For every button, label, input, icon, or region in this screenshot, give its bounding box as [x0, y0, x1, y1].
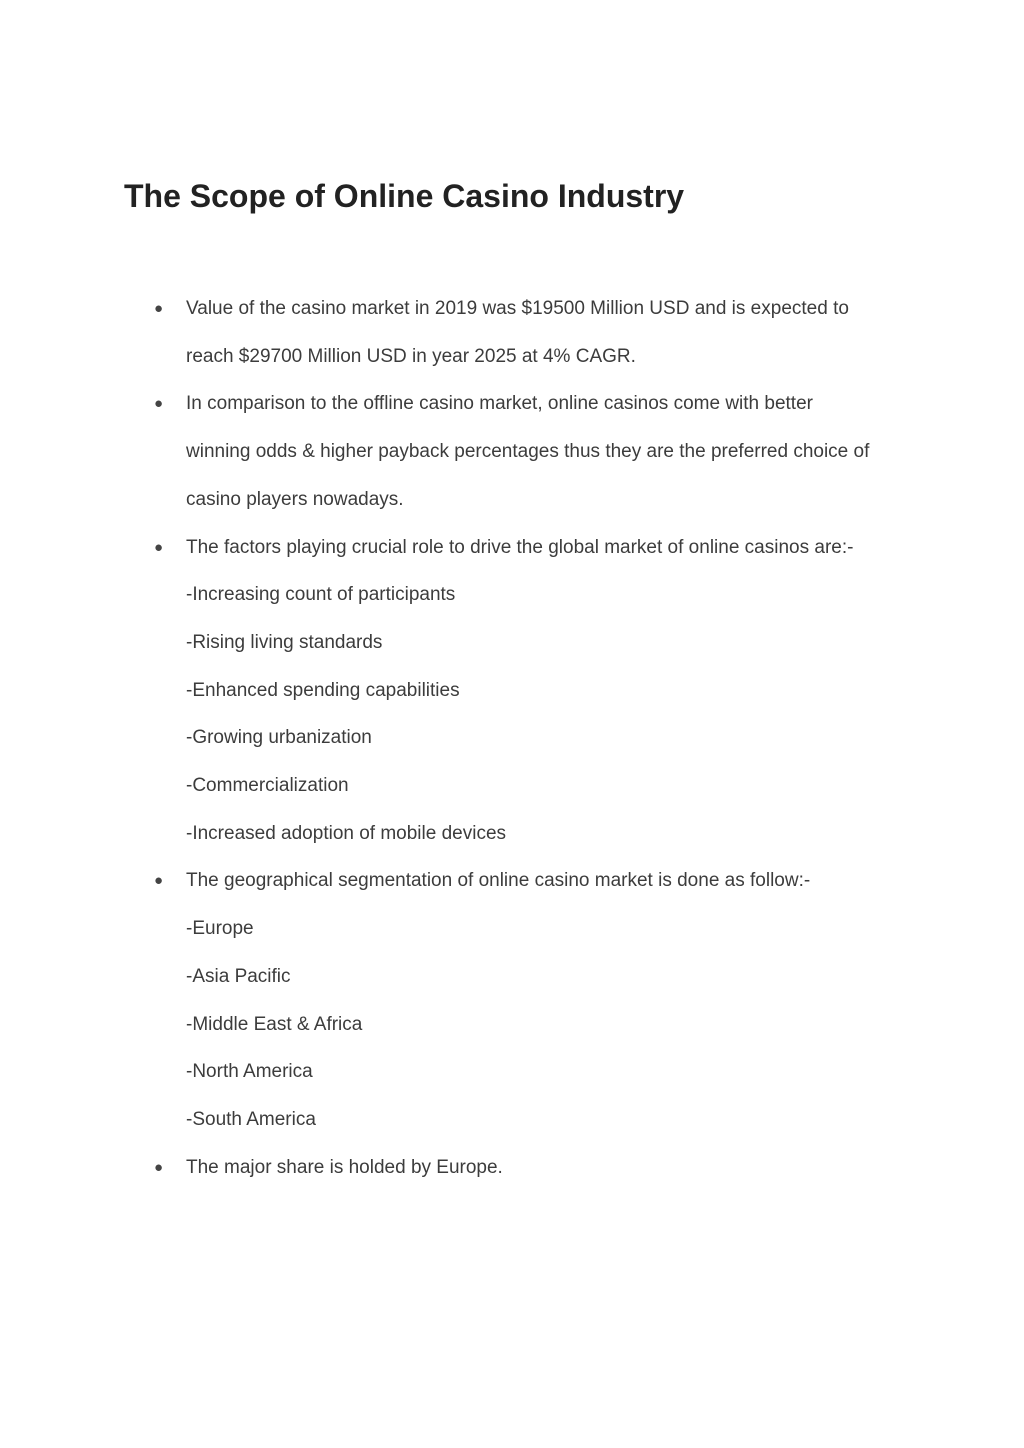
bullet-text: Value of the casino market in 2019 was $19500 Million USD and is expected to	[186, 298, 849, 319]
bullet-list	[0, 285, 1024, 1191]
bullet-text-line: -Asia Pacific	[186, 965, 291, 987]
bullet-text-line: -Enhanced spending capabilities	[186, 679, 460, 701]
bullet-text-line: -North America	[186, 1061, 313, 1083]
bullet-dot-icon: ●	[154, 395, 164, 413]
list-item	[0, 285, 916, 380]
list-item	[0, 524, 916, 858]
bullet-text-line: -South America	[186, 1108, 316, 1130]
bullet-text-line: -Increased adoption of mobile devices	[186, 822, 507, 844]
bullet-text-line: reach $29700 Million USD in year 2025 at 4% CAGR.	[186, 345, 636, 367]
bullet-text-line: -Increasing count of participants	[186, 584, 456, 606]
list-item	[0, 380, 916, 523]
bullet-text-line: -Growing urbanization	[186, 727, 372, 749]
bullet-dot-icon: ●	[154, 872, 164, 890]
bullet-text-line: -Rising living standards	[186, 631, 383, 653]
bullet-text: The geographical segmentation of online casino market is done as follow:-	[186, 870, 811, 892]
bullet-text: The factors playing crucial role to drive the global market of online casinos are:-	[186, 536, 854, 558]
bullet-text-line: -Middle East & Africa	[186, 1013, 363, 1035]
bullet-text-line: casino players nowadays.	[186, 488, 404, 510]
bullet-text-line: winning odds & higher payback percentages thus they are the preferred choice of	[186, 441, 870, 463]
list-item	[0, 857, 916, 1143]
page-title: The Scope of Online Casino Industry	[124, 178, 685, 214]
bullet-dot-icon: ●	[154, 300, 164, 317]
bullet-dot-icon: ●	[154, 538, 164, 556]
list-item	[0, 1144, 916, 1192]
bullet-text: In comparison to the offline casino market, online casinos come with better	[186, 393, 813, 415]
bullet-text-line: -Europe	[186, 918, 254, 940]
bullet-text: The major share is holded by Europe.	[186, 1156, 503, 1178]
bullet-text-line: -Commercialization	[186, 775, 349, 797]
bullet-dot-icon: ●	[154, 1158, 164, 1176]
